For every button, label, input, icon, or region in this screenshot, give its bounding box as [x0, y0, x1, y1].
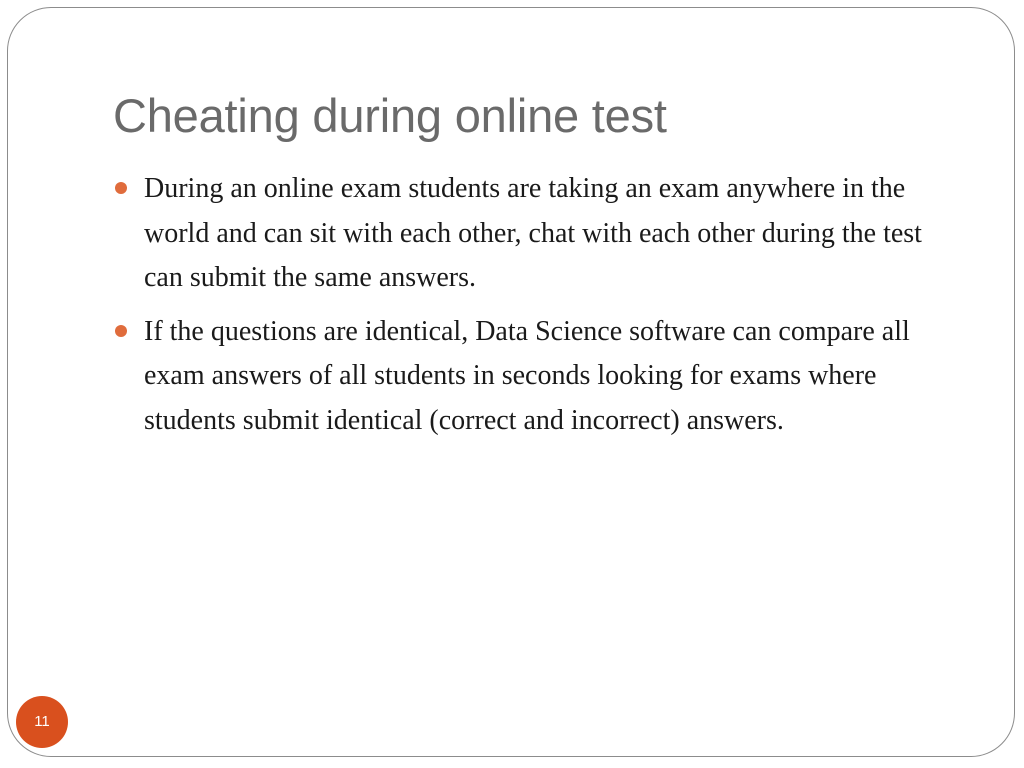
bullet-text: If the questions are identical, Data Science software can compare all exam answers of all students in seconds looking for exams where students submit identical (correct and incorrect) answers. — [144, 315, 910, 436]
bullet-dot-icon — [115, 325, 127, 337]
slide-title: Cheating during online test — [113, 89, 667, 142]
page-number-badge: 11 — [16, 696, 68, 748]
bullet-list — [115, 167, 965, 452]
bullet-dot-icon — [115, 182, 127, 194]
bullet-text: During an online exam students are taking an exam anywhere in the world and can sit with each other, chat with each other during the test can submit the same answers. — [144, 173, 922, 293]
bullet-item — [115, 167, 965, 301]
bullet-item — [115, 310, 965, 444]
